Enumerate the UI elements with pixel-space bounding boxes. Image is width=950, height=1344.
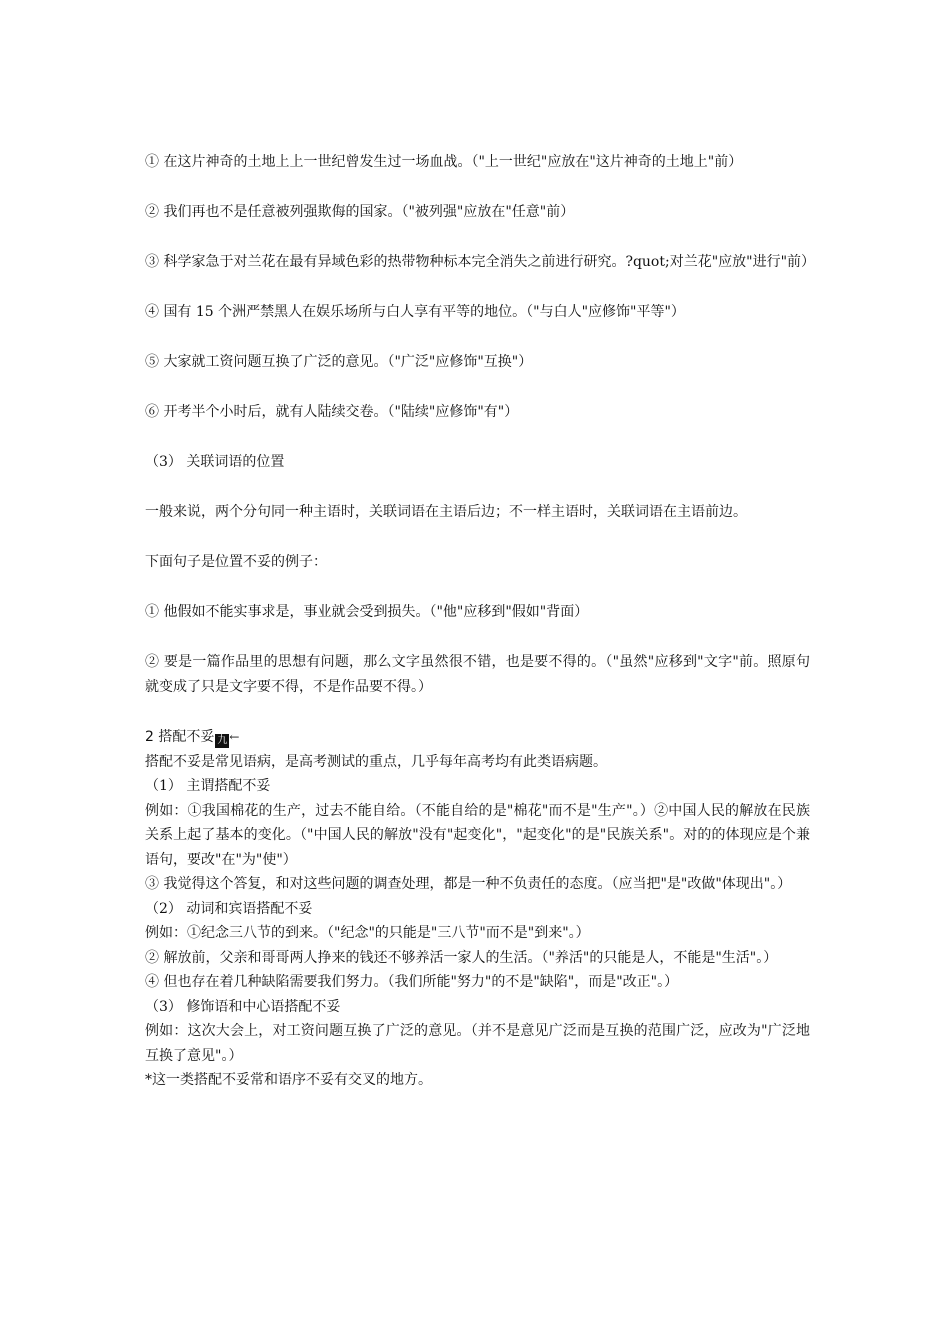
section-line-3: 例如：①我国棉花的生产，过去不能自给。（不能自给的是"棉花"而不是"生产"。）②中国人民的解放在民族关系上起了基本的变化。（"中国人民的解放"没有"起变化"，"起变化"的是"民族关系"。对的的体现应是个兼语句，要改"在"为"使"） — [145, 802, 810, 868]
section-mismatch — [145, 725, 810, 1093]
example-paragraph-5: ⑤ 大家就工资问题互换了广泛的意见。（"广泛"应修饰"互换"） — [145, 354, 533, 370]
section-line-5: （2） 动词和宾语搭配不妥 — [145, 900, 313, 917]
section-title: 2 搭配不妥 — [145, 729, 215, 745]
section-line-9: （3） 修饰语和中心语搭配不妥 — [145, 998, 341, 1015]
left-arrow-icon: ← — [229, 730, 240, 744]
example-paragraph-6: ⑥ 开考半个小时后，就有人陆续交卷。（"陆续"应修饰"有"） — [145, 404, 519, 420]
section-line-4: ③ 我觉得这个答复，和对这些问题的调查处理，都是一种不负责任的态度。（应当把"是"改做"体现出"。） — [145, 876, 792, 892]
section-line-6: 例如：①纪念三八节的到来。（"纪念"的只能是"三八节"而不是"到来"。） — [145, 925, 590, 941]
section-line-11: *这一类搭配不妥常和语序不妥有交叉的地方。 — [145, 1072, 432, 1088]
anchor-mark-icon: 九 — [217, 735, 228, 746]
section-heading — [145, 725, 810, 750]
subsection-title-conjunction-position: （3） 关联词语的位置 — [145, 454, 285, 470]
examples-intro: 下面句子是位置不妥的例子： — [145, 554, 327, 570]
section-line-1: 搭配不妥是常见语病，是高考测试的重点，几乎每年高考均有此类语病题。 — [145, 753, 607, 770]
example-paragraph-4: ④ 国有 15 个洲严禁黑人在娱乐场所与白人享有平等的地位。（"与白人"应修饰"平等"） — [145, 304, 685, 320]
section-line-2: （1） 主谓搭配不妥 — [145, 778, 271, 794]
section-line-8: ④ 但也存在着几种缺陷需要我们努力。（我们所能"努力"的不是"缺陷"，而是"改正"。） — [145, 974, 679, 990]
section-line-7: ② 解放前，父亲和哥哥两人挣来的钱还不够养活一家人的生活。（"养活"的只能是人，不能是"生活"。） — [145, 949, 778, 966]
section-line-10: 例如：这次大会上，对工资问题互换了广泛的意见。（并不是意见广泛而是互换的范围广泛，应改为"广泛地互换了意见"。） — [145, 1023, 810, 1064]
conjunction-example-1: ① 他假如不能实事求是，事业就会受到损失。（"他"应移到"假如"背面） — [145, 604, 589, 620]
example-paragraph-1: ① 在这片神奇的土地上上一世纪曾发生过一场血战。（"上一世纪"应放在"这片神奇的土地上"前） — [145, 154, 743, 170]
conjunction-example-2: ② 要是一篇作品里的思想有问题，那么文字虽然很不错，也是要不得的。（"虽然"应移到"文字"前。照原句就变成了只是文字要不得，不是作品要不得。） — [145, 654, 810, 695]
example-paragraph-3: ③ 科学家急于对兰花在最有异域色彩的热带物种标本完全消失之前进行研究。?quot;对兰花"应放"进行"前） — [145, 254, 816, 270]
example-paragraph-2: ② 我们再也不是任意被列强欺侮的国家。（"被列强"应放在"任意"前） — [145, 204, 575, 220]
document-body — [145, 150, 816, 1093]
conjunction-rule-paragraph: 一般来说，两个分句同一种主语时，关联词语在主语后边；不一样主语时，关联词语在主语前边。 — [145, 504, 747, 520]
